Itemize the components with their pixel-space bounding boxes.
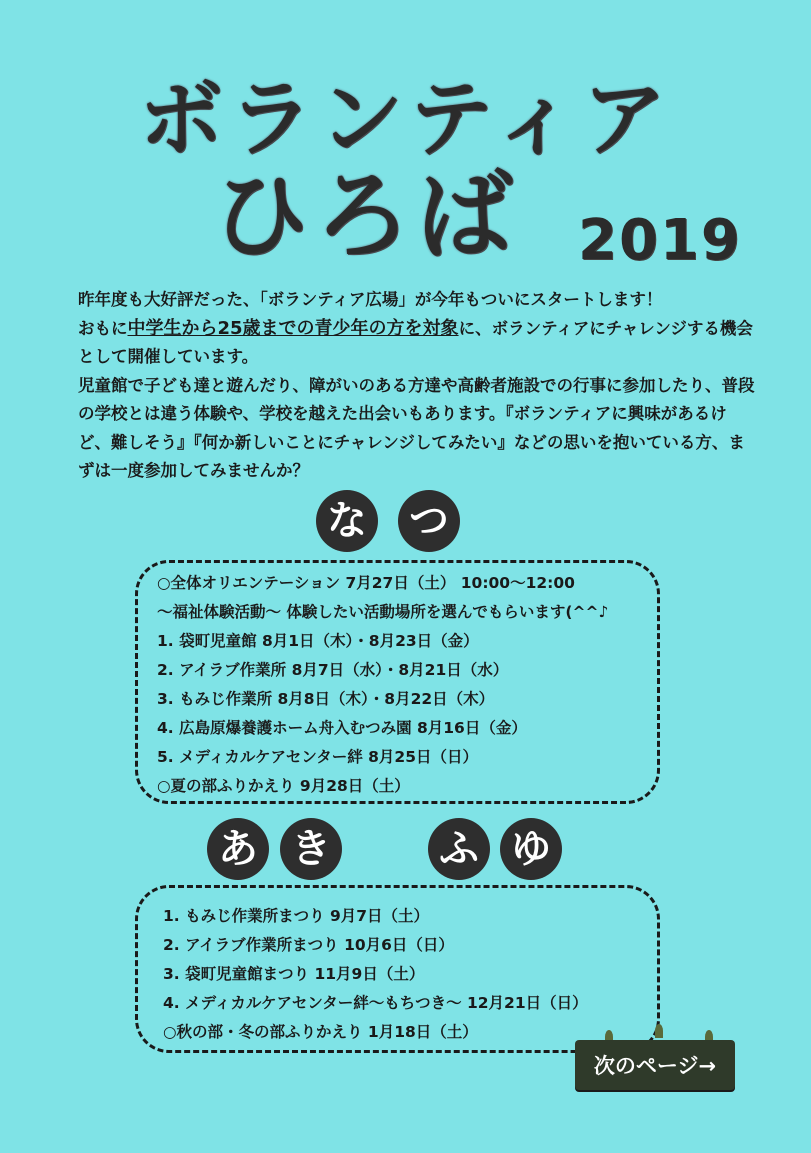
summer-schedule-list: [157, 569, 608, 801]
summer-item: 2. アイラブ作業所 8月7日（水）・8月21日（水）: [157, 661, 509, 679]
summer-item: 3. もみじ作業所 8月8日（木）・8月22日（木）: [157, 690, 495, 708]
intro-paragraph-2: [78, 315, 758, 372]
intro-p2-pre: おもに: [78, 318, 128, 338]
summer-item: 〜福祉体験活動〜 体験したい活動場所を選んでもらいます(^^♪: [157, 603, 609, 621]
intro-paragraph-1: 昨年度も大好評だった、「ボランティア広場」が今年もついにスタートします！: [78, 290, 663, 309]
autumn-badge-ki: き: [280, 818, 342, 880]
intro-target-highlight: 中学生から25歳までの青少年の方を対象: [127, 317, 459, 339]
page-title: ボランティア: [138, 70, 673, 168]
autumn-badge-a: あ: [207, 818, 269, 880]
autumn-winter-schedule-list: [163, 902, 588, 1047]
summer-item: 1. 袋町児童館 8月1日（木）・8月23日（金）: [157, 632, 479, 650]
intro-paragraph-3: 児童館で子ども達と遊んだり、障がいのある方達や高齢者施設での行事に参加したり、普段の学校とは違う体験や、学校を越えた出会いもあります。『ボランティアに興味があるけど、難しそう』『何か新しいことにチャレンジしてみたい』などの思いを抱いている方、まずは一度参加してみませんか？: [78, 375, 755, 480]
summer-item: 5. メディカルケアセンター絆 8月25日（日）: [157, 748, 478, 766]
winter-badge-fu: ふ: [428, 818, 490, 880]
summer-item: ○夏の部ふりかえり 9月28日（土）: [157, 777, 410, 795]
summer-badge-na: な: [316, 490, 378, 552]
intro-text: [78, 286, 758, 486]
intro-p2-post: に、ボランティアにチャレンジする機会として開催しています。: [78, 318, 753, 366]
autumn-winter-item: 2. アイラブ作業所まつり 10月6日（日）: [163, 936, 454, 954]
next-page-sign[interactable]: 次のページ→: [575, 1040, 735, 1090]
summer-item: ○全体オリエンテーション 7月27日（土） 10:00〜12:00: [157, 574, 575, 592]
autumn-winter-item: 3. 袋町児童館まつり 11月9日（土）: [163, 965, 425, 983]
autumn-winter-item: 1. もみじ作業所まつり 9月7日（土）: [163, 907, 430, 925]
autumn-winter-item: 4. メディカルケアセンター絆〜もちつき〜 12月21日（日）: [163, 994, 588, 1012]
autumn-winter-item: ○秋の部・冬の部ふりかえり 1月18日（土）: [163, 1023, 478, 1041]
summer-badge-tsu: つ: [398, 490, 460, 552]
year-label: 2019: [578, 208, 742, 273]
winter-badge-yu: ゆ: [500, 818, 562, 880]
summer-item: 4. 広島原爆養護ホーム舟入むつみ園 8月16日（金）: [157, 719, 527, 737]
page-subtitle: ひろば: [212, 160, 519, 272]
sprout-icon: [655, 1024, 663, 1038]
